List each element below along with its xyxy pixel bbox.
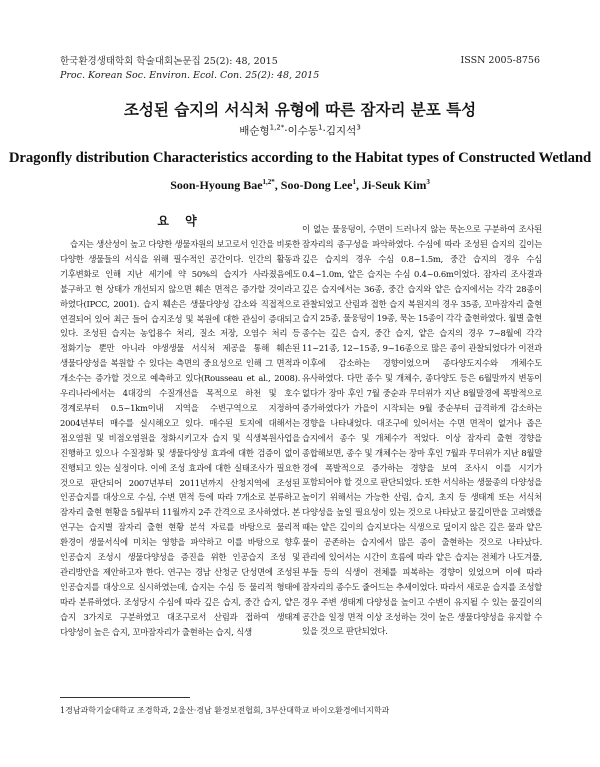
author-affiliation: 3 — [356, 123, 361, 132]
journal-header — [60, 55, 319, 83]
author-affiliation: 1,2* — [262, 178, 275, 186]
title-english: Dragonfly distribution Characteristics according to the Habitat types of Constructed Wetland — [8, 150, 592, 166]
journal-name-english: Proc. Korean Soc. Environ. Ecol. Con. 25(2): 48, 2015 — [60, 70, 320, 81]
authors-korean — [0, 123, 600, 138]
footnote-divider — [60, 697, 190, 698]
author-name: Soon-Hyoung Bae — [170, 178, 263, 192]
abstract-column-right: 이 없는 물웅덩이, 수면이 드러나지 않는 묵논으로 구분하여 조사된 잠자리의 종구성을 파악하였다. 수심에 따라 조성된 습지의 깊이는 깊은 습지의 경우 수심 0.8~1.5m, 중간 습지의 경우 수심 0.4~1.0m, 얕은 습지는 수심 0.4~0.6m이었다. 잠자리 조사결과 깊은 습지에서는 36종, 중간 습지와 얕은 습지에서는 각각 28종이 관찰되었고 산림과 접한 습지 복원지의 경우 35종, 꼬마잠자리 출현 습지 25종, 물웅덩이 19종, 묵논 15종이 각각 출현하였다. 월별 출현 종수는 깊은 습지, 중간 습지, 얕은 습지의 경우 7~8월에 각각 11~21종, 12~15종, 9~16종으로 많은 종이 관찰되었다가 이전과 이후에 감소하는 경향이었으며 종다양도지수와 개체수도 유사하였다. 다만 종수 및 개체수, 종다양도 등은 6월말까지 변동이 없다가 장마 후인 7월 중순과 무더위가 지난 8월말경에 폭발적으로 증가하였다가 가을이 시작되는 9월 중순부터 급격하게 감소하는 경향을 나타내었다. 대조구에 있어서는 수면 면적이 없거나 좁은 습지에서 종수 및 개체수가 적었다. 이상 잠자리 출현 경향을 종합해보면, 종수 및 개체수는 장마 후인 7월과 무더위가 지난 8월말 경에 폭발적으로 증가하는 경향을 보여 조사시 이를 시기가 포함되어야 할 것으로 판단되었다. 또한 서식하는 생물종의 다양성을 높이기 위해서는 가능한 산림, 습지, 초지 등 생태계 또는 서식처 다양성을 높일 필요성이 있는 것으로 나타났고 물깊이만을 고려했을 때는 얕은 깊이의 습지보다는 식생으로 덮이지 않은 깊은 물과 얕은 물이 공존하는 습지에서 많은 종이 출현하는 것으로 나타났다. 관리에 있어서는 시간이 흐름에 따라 얕은 습지는 전체가 나도겨풀, 부들 등의 식생이 전체를 피복하는 경향이 있었으며 이에 따라 잠자리의 종수도 줄어드는 추세이었다. 따라서 새로운 습지를 조성할 경우 주변 생태계 다양성을 높이고 수변이 유지될 수 있는 물길이의 공간을 일정 면적 이상 조성하는 것이 높은 생물다양성을 유지할 수 있을 것으로 판단되었다. — [302, 224, 542, 637]
journal-name-korean: 한국환경생태학회 학술대회논문집 25(2): 48, 2015 — [60, 56, 278, 67]
issn: ISSN 2005-8756 — [460, 55, 540, 66]
title-korean: 조성된 습지의 서식처 유형에 따른 잠자리 분포 특성 — [123, 101, 477, 119]
abstract-column-left: 습지는 생산성이 높고 다양한 생물자원의 보고로서 인간을 비롯한 다양한 생물들의 서식을 위해 필수적인 공간이다. 인간의 활동과 기후변화로 인해 지난 세기에 약 50%의 습지가 사라졌음에도 불구하고 현 상태가 개선되지 않으면 훼손 면적은 증가할 것이라고 하였다(IPCC, 2001). 습지 훼손은 생물다양성 감소와 직접적으로 연결되어 있어 최근 들어 습지조성 및 복원에 대한 관심이 증대되고 있다. 조성된 습지는 농업용수 처리, 질소 저장, 오염수 처리 등 정화기능 뿐만 아니라 야생생물 서식처 제공을 통해 훼손된 생물다양성을 복원할 수 있다는 측면의 중요성으로 인해 그 면적과 개소수는 증가할 것으로 예측하고 있다(Rousseau et al., 2008). 우리나라에서는 4대강의 수질개선을 목적으로 하천 및 호수 경계로부터 0.5~1km이내 지역을 수변구역으로 지정하여 2004년부터 매수를 실시해오고 있다. 매수된 토지에 대해서는 점오염원 및 비점오염원을 정화시키고자 습지 및 식생복원사업을 진행하고 있으나 수질정화 및 생물다양성 효과에 대한 검증이 없이 진행되고 있는 실정이다. 이에 조성 효과에 대한 실태조사가 필요한 것으로 판단되어 2007년부터 2011년까지 산청지역에 조성된 인공습지를 대상으로 수심, 수변 면적 등에 따라 7개소로 분류하고 잠자리 출현 현황을 5월부터 11월까지 2주 간격으로 조사하였다. 본 연구는 습지별 잠자리 출현 현황 분석 자료를 바탕으로 물리적 환경이 생물서식에 미치는 영향을 파악하고 이를 바탕으로 향후 인공습지 조성시 생물다양성을 증진을 위한 인공습지 조성 및 관리방안을 제안하고자 한다. 연구는 경남 산청군 단성면에 조성된 인공습지를 대상으로 실시하였는데, 습지는 수심 등 물리적 형태에 따라 분류하였다. 조성당시 수심에 따라 깊은 습지, 중간 습지, 얕은 습지 3가지로 구분하였고 대조구로서 산림과 접하여 생태계 다양성이 높은 습지, 꼬마잠자리가 출현하는 습지, 식생 — [60, 239, 300, 637]
author-affiliation: 1,2* — [269, 123, 285, 132]
author-name: , Ji-Seuk Kim — [355, 178, 427, 192]
author-name: ·김지석 — [322, 125, 357, 137]
author-affiliation: 3 — [426, 178, 430, 186]
affiliation-footnote: 1경남과학기술대학교 조경학과, 2울산·경남 환경보전협회, 3부산대학교 바이오환경에너지학과 — [60, 706, 390, 715]
author-name: 배순형 — [239, 125, 270, 137]
author-affiliation: 1 — [352, 178, 356, 186]
author-name: ·이수동 — [284, 125, 319, 137]
author-name: , Soo-Dong Lee — [274, 178, 353, 192]
authors-english — [0, 178, 600, 193]
abstract-heading: 요 약 — [157, 214, 203, 228]
author-affiliation: 1 — [318, 123, 323, 132]
